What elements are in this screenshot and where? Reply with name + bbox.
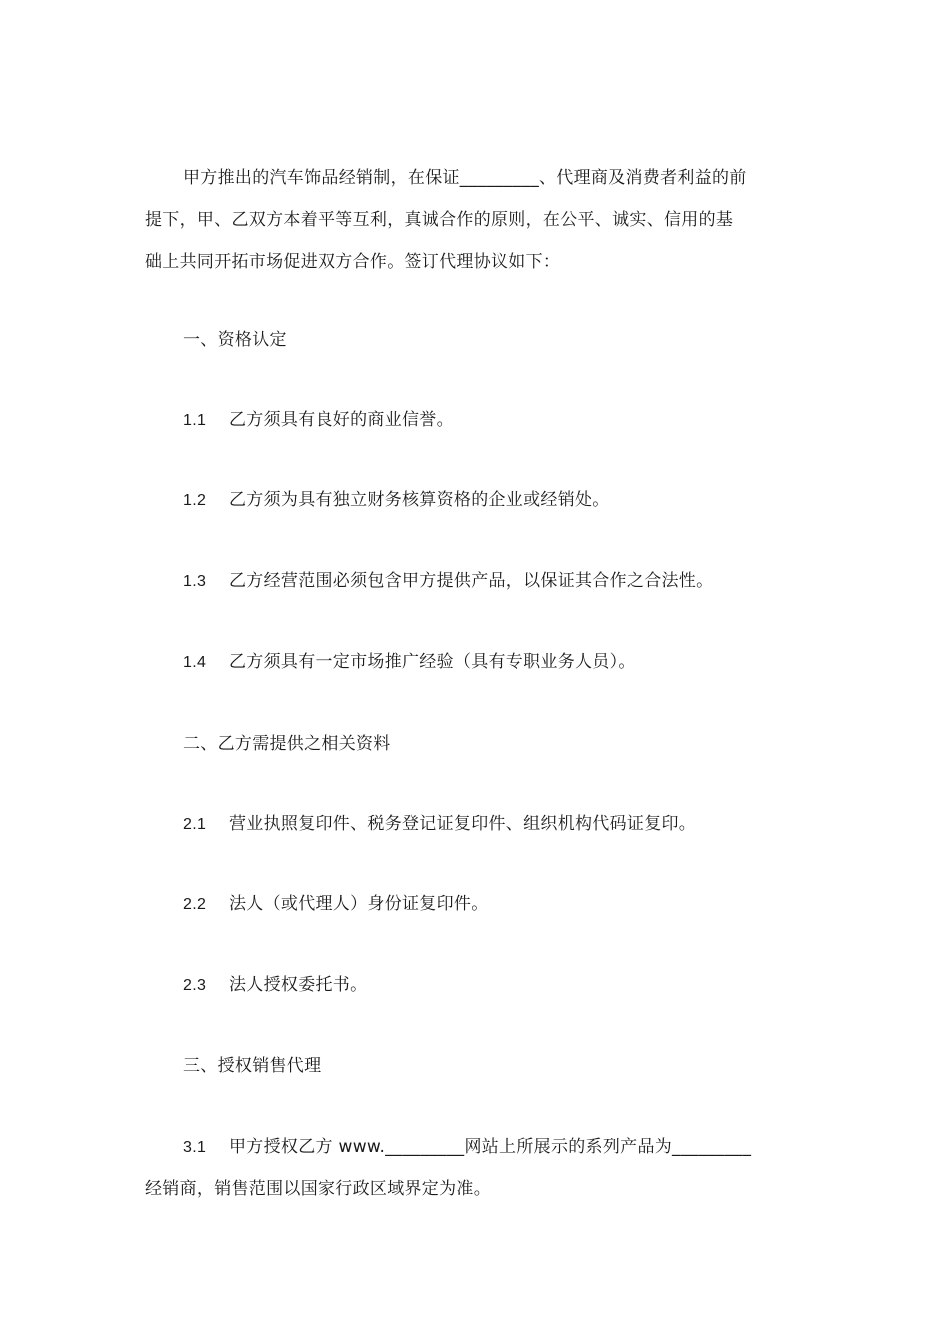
intro-paragraph-line-1: 甲方推出的汽车饰品经销制，在保证_________、代理商及消费者利益的前 [183,168,747,188]
section-heading-qualification: 一、资格认定 [183,330,287,350]
clause-text: 乙方须具有一定市场推广经验（具有专职业务人员）。 [229,652,636,672]
clause-text: 乙方须具有良好的商业信誉。 [229,410,454,430]
clause-number: 1.4 [183,654,207,671]
intro-paragraph-line-2: 提下，甲、乙双方本着平等互利，真诚合作的原则，在公平、诚实、信用的基 [145,210,734,230]
clause-number: 2.2 [183,896,207,913]
clause-1-4 [183,650,636,675]
clause-text: 营业执照复印件、税务登记证复印件、组织机构代码证复印。 [229,814,697,834]
clause-2-1 [183,812,696,837]
clause-number: 1.3 [183,573,207,590]
clause-2-2 [183,892,489,917]
clause-2-3 [183,973,367,998]
clause-3-1-continuation: 经销商，销售范围以国家行政区域界定为准。 [145,1179,491,1199]
clause-number: 2.3 [183,977,207,994]
clause-text: 法人授权委托书。 [229,975,368,995]
intro-paragraph-line-3: 础上共同开拓市场促进双方合作。签订代理协议如下： [145,252,561,272]
section-heading-authorization: 三、授权销售代理 [183,1056,322,1076]
clause-3-1 [183,1135,751,1160]
clause-text: 甲方授权乙方 www._________网站上所展示的系列产品为_________ [229,1137,752,1157]
clause-text: 乙方经营范围必须包含甲方提供产品，以保证其合作之合法性。 [229,571,714,591]
clause-1-3 [183,569,713,594]
clause-number: 1.2 [183,492,207,509]
clause-1-1 [183,408,454,433]
section-heading-documents: 二、乙方需提供之相关资料 [183,734,391,754]
clause-number: 3.1 [183,1139,207,1156]
clause-1-2 [183,488,610,513]
clause-text: 法人（或代理人）身份证复印件。 [229,894,489,914]
clause-number: 1.1 [183,412,207,429]
clause-text: 乙方须为具有独立财务核算资格的企业或经销处。 [229,490,610,510]
clause-number: 2.1 [183,816,207,833]
